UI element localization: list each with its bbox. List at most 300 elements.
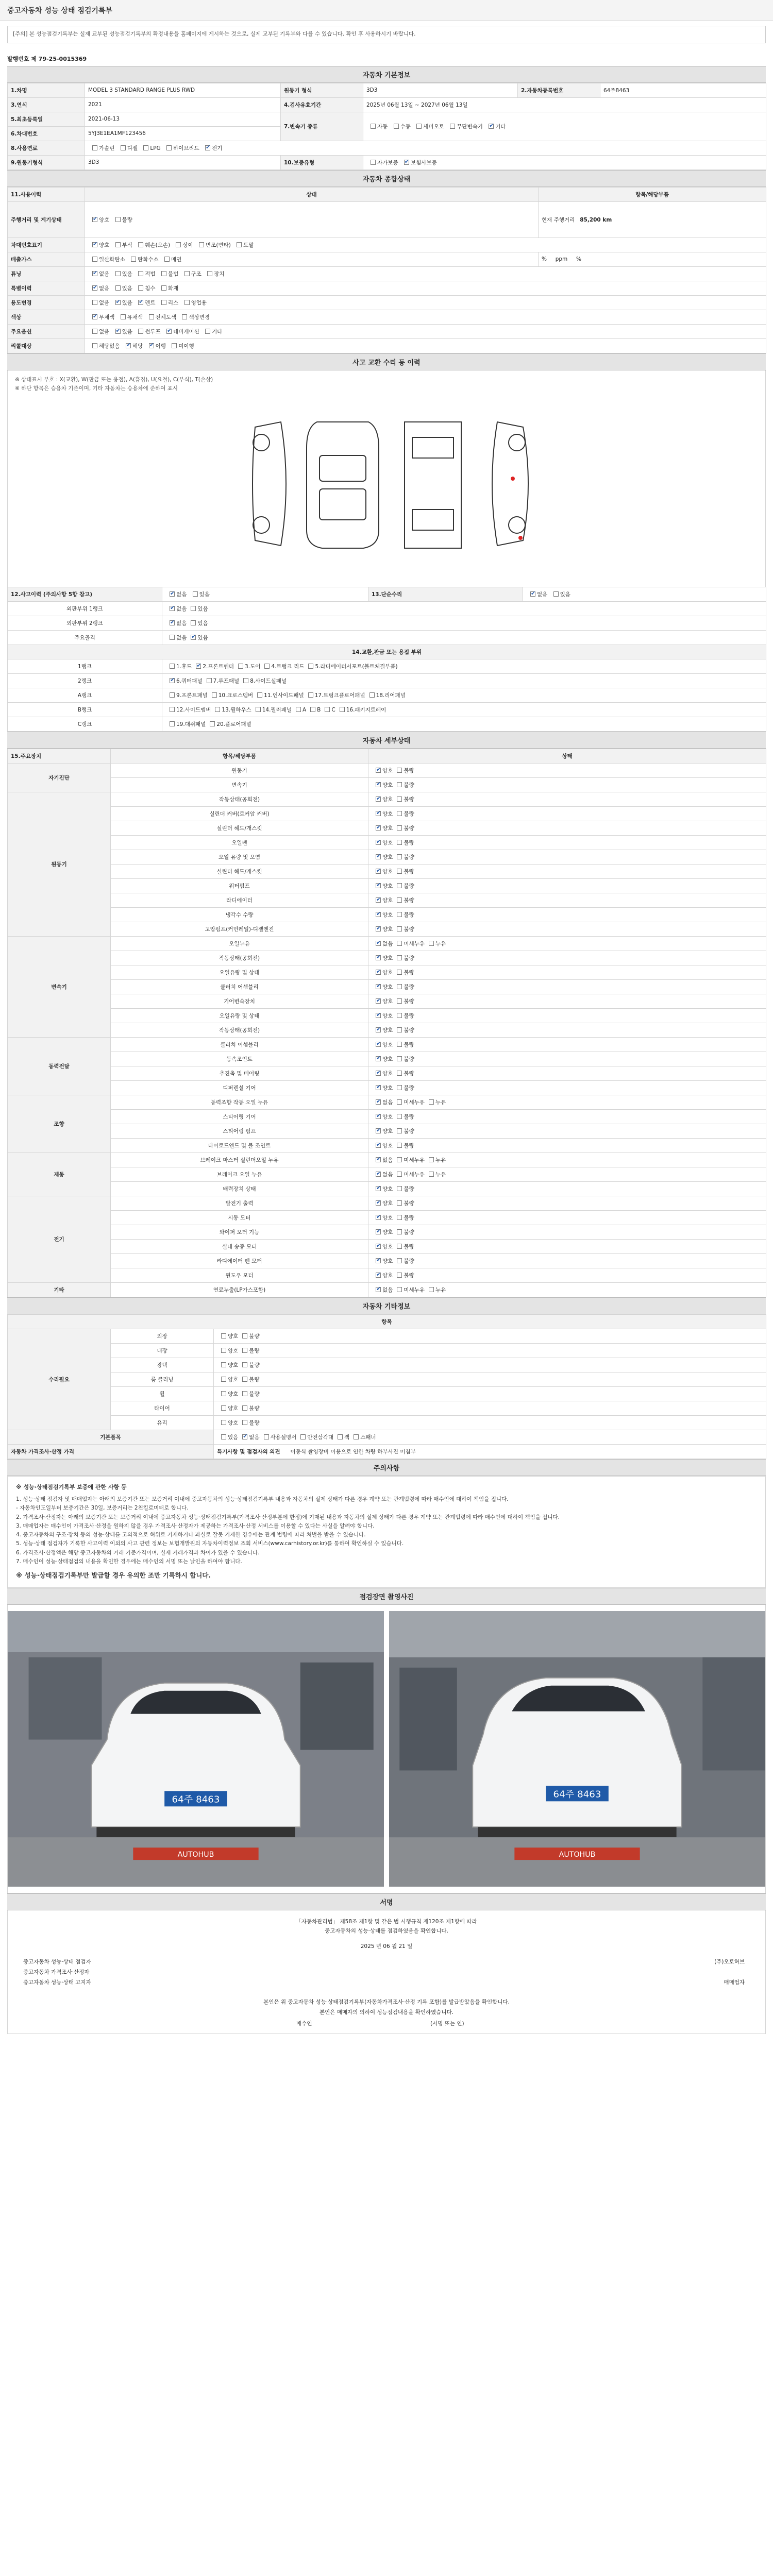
sign-line-2: 중고자동차의 성능·상태를 점검하였음을 확인합니다. [325,1928,448,1935]
detail-state-label: 불량 [404,810,414,817]
detail-state-checkbox[interactable] [397,998,402,1004]
detail-item-state [368,864,766,878]
detail-item-state [368,965,766,979]
detail-row [8,1008,766,1023]
photo-front[interactable] [8,1611,384,1887]
opt-opt-yes: 있음 [122,328,132,335]
checkbox-hc[interactable] [131,257,136,262]
detail-row [8,1080,766,1095]
checkbox-self-warranty[interactable] [371,160,376,165]
detail-state-checkbox[interactable] [429,1287,434,1292]
checkbox-radiator-support[interactable] [308,664,313,669]
checkbox-inside-panel[interactable] [257,692,262,698]
detail-state-checkbox[interactable] [397,1229,402,1234]
checkbox-whl-good[interactable] [221,1391,226,1396]
parts-rank-2-items [162,673,766,688]
other-basic-opts [214,1430,766,1444]
detail-state-checkbox[interactable] [376,984,381,989]
detail-state-checkbox[interactable] [397,1186,402,1191]
detail-state-checkbox[interactable] [397,1099,402,1105]
part-wheel-house: 13.휠하우스 [222,706,251,713]
checkbox-repair-yes[interactable] [553,591,559,597]
detail-item-label: 실린더 헤드/개스킷 [111,864,368,878]
checkbox-tuning-struct[interactable] [184,271,190,276]
detail-state-checkbox[interactable] [376,970,381,975]
detail-state-checkbox[interactable] [397,825,402,831]
opt-gls-bad: 불량 [249,1419,260,1426]
checkbox-rent[interactable] [138,300,143,305]
detail-row [8,1153,766,1167]
checkbox-cvt[interactable] [450,124,455,129]
detail-state-checkbox[interactable] [376,1258,381,1263]
opt-ext-good: 양호 [228,1333,239,1340]
checkbox-hybrid[interactable] [166,145,172,150]
detail-state-label: 누유 [435,1286,446,1293]
detail-state-checkbox[interactable] [376,1071,381,1076]
opt-vin-rust: 부식 [122,242,132,248]
detail-state-checkbox[interactable] [376,854,381,859]
detail-state-checkbox[interactable] [376,1013,381,1018]
checkbox-co[interactable] [92,257,97,262]
checkbox-rank2-yes[interactable] [191,620,196,625]
checkbox-full-paint[interactable] [149,314,154,319]
checkbox-recall-done[interactable] [149,343,154,348]
detail-state-checkbox[interactable] [397,1215,402,1220]
detail-state-checkbox[interactable] [397,1172,402,1177]
detail-group-label: 원동기 [8,792,111,936]
checkbox-navigation[interactable] [166,329,172,334]
sign-buyer-sign: (서명 또는 인) [430,2021,464,2027]
detail-state-checkbox[interactable] [376,825,381,831]
detail-state-label: 양호 [382,911,393,918]
detail-state-checkbox[interactable] [397,955,402,960]
part-package-tray: 16.패키지트레이 [346,706,386,713]
checkbox-frame-none[interactable] [170,635,175,640]
detail-state-label: 양호 [382,984,393,990]
detail-state-checkbox[interactable] [397,970,402,975]
other-row-exterior-opts [214,1329,766,1343]
detail-state-checkbox[interactable] [376,768,381,773]
checkbox-insurer-warranty[interactable] [404,160,409,165]
detail-state-checkbox[interactable] [376,1027,381,1032]
other-row-cleaning-opts [214,1372,766,1386]
checkbox-whl-bad[interactable] [242,1391,247,1396]
other-row-exterior: 외장 [111,1329,214,1343]
odo-label: 현재 주행거리 [542,216,575,223]
opt-pol-good: 양호 [228,1362,239,1368]
detail-state-checkbox[interactable] [429,1157,434,1162]
detail-state-checkbox[interactable] [397,883,402,888]
detail-state-checkbox[interactable] [376,912,381,917]
checkbox-recall-yes[interactable] [126,343,131,348]
detail-item-label: 디퍼렌셜 기어 [111,1080,368,1095]
detail-state-label: 불량 [404,883,414,889]
detail-state-checkbox[interactable] [397,941,402,946]
detail-state-checkbox[interactable] [397,1143,402,1148]
opt-triangle: 안전삼각대 [307,1434,334,1440]
detail-state-checkbox[interactable] [376,955,381,960]
checkbox-tuning-yes[interactable] [115,271,121,276]
detail-state-label: 불량 [404,911,414,918]
checkbox-color-change[interactable] [182,314,187,319]
checkbox-cln-good[interactable] [221,1377,226,1382]
note-item-1: 1. 성능·상태 점검자 및 매매업자는 아래의 보증기간 또는 보증거리 이내에 중고자동차의 성능·상태점검기록부 내용과 자동차의 실제 상태가 다른 경우 계약 또는 관계법령에 따라 매수인에 대하여 책임을 집니다. [16,1496,509,1502]
checkbox-pillar[interactable] [256,707,261,712]
checkbox-etc[interactable] [489,124,494,129]
detail-state-checkbox[interactable] [376,1128,381,1133]
detail-state-checkbox[interactable] [397,1042,402,1047]
checkbox-smoke[interactable] [164,257,170,262]
plate-text-front: 64주 8463 [172,1794,220,1805]
detail-state-checkbox[interactable] [376,869,381,874]
checkbox-special-yes[interactable] [115,285,121,291]
detail-state-checkbox[interactable] [397,1273,402,1278]
detail-state-checkbox[interactable] [376,840,381,845]
other-row-interior-opts [214,1343,766,1358]
part-pillar-a: A [302,706,307,713]
detail-state-checkbox[interactable] [397,912,402,917]
checkbox-odo-good[interactable] [92,217,97,222]
checkbox-pol-bad[interactable] [242,1362,247,1367]
checkbox-gls-good[interactable] [221,1420,226,1425]
detail-state-checkbox[interactable] [376,1229,381,1234]
overall-label-vin: 차대번호표기 [8,238,85,252]
detail-state-checkbox[interactable] [376,1143,381,1148]
detail-state-checkbox[interactable] [376,1114,381,1119]
detail-item-label: 오일유량 및 상태 [111,1008,368,1023]
opt-special-none: 없음 [99,285,110,292]
opt-opt-etc: 기타 [212,328,223,335]
detail-row [8,1052,766,1066]
checkbox-sunroof[interactable] [138,329,143,334]
detail-state-checkbox[interactable] [376,1042,381,1047]
checkbox-basic-no[interactable] [242,1434,247,1439]
part-hood: 1.후드 [176,663,192,670]
detail-state-label: 양호 [382,810,393,817]
detail-state-label: 불량 [404,955,414,961]
overall-tuning-opts [85,266,766,281]
checkbox-dash-panel[interactable] [170,721,175,726]
opt-insurer-warranty: 보험사보증 [410,159,437,166]
detail-item-label: 라디에이터 팬 모터 [111,1253,368,1268]
detail-item-state [368,1181,766,1196]
checkbox-lpg[interactable] [143,145,148,150]
checkbox-floor-panel[interactable] [210,721,215,726]
checkbox-electric[interactable] [205,145,210,150]
checkbox-tire-bad[interactable] [242,1405,247,1411]
detail-state-checkbox[interactable] [397,811,402,816]
checkbox-ext-bad[interactable] [242,1333,247,1338]
detail-state-label: 양호 [382,1027,393,1033]
damage-marks [511,477,523,540]
checkbox-opt-none[interactable] [92,329,97,334]
detail-state-label: 불량 [404,984,414,990]
checkbox-vin-diff[interactable] [176,242,181,247]
opt-tuning-device: 장치 [214,270,225,277]
detail-state-checkbox[interactable] [376,1172,381,1177]
checkbox-tuning-illegal[interactable] [161,271,166,276]
detail-state-checkbox[interactable] [397,796,402,802]
detail-state-checkbox[interactable] [397,1056,402,1061]
checkbox-lease[interactable] [161,300,166,305]
checkbox-vin-paint[interactable] [237,242,242,247]
detail-state-label: 양호 [382,1229,393,1235]
detail-state-checkbox[interactable] [376,796,381,802]
checkbox-business[interactable] [184,300,190,305]
checkbox-achromatic[interactable] [92,314,97,319]
checkbox-semi[interactable] [416,124,422,129]
part-fender: 2.프론트펜더 [203,663,234,670]
other-row-glass: 유리 [111,1415,214,1430]
detail-state-checkbox[interactable] [397,1085,402,1090]
checkbox-wheel-house[interactable] [215,707,220,712]
checkbox-tuning-legal[interactable] [138,271,143,276]
detail-state-checkbox[interactable] [376,1157,381,1162]
checkbox-cln-bad[interactable] [242,1377,247,1382]
detail-row [8,1066,766,1080]
detail-row [8,951,766,965]
checkbox-auto[interactable] [371,124,376,129]
checkbox-recall-notdone[interactable] [172,343,177,348]
detail-state-checkbox[interactable] [397,984,402,989]
detail-state-checkbox[interactable] [376,926,381,931]
checkbox-rank2-none[interactable] [170,620,175,625]
checkbox-side-member[interactable] [170,707,175,712]
checkbox-rank1-yes[interactable] [191,606,196,611]
checkbox-pillar-a[interactable] [296,707,301,712]
opt-tuning-none: 없음 [99,270,110,277]
checkbox-side-sill[interactable] [243,678,248,683]
detail-state-label: 누유 [435,1157,446,1163]
detail-item-label: 와이퍼 모터 기능 [111,1225,368,1239]
detail-state-checkbox[interactable] [376,998,381,1004]
checkbox-pol-good[interactable] [221,1362,226,1367]
checkbox-door[interactable] [238,664,243,669]
opt-manual-book: 사용설명서 [270,1434,297,1440]
checkbox-chromatic[interactable] [121,314,126,319]
label-fuel: 8.사용연료 [8,141,85,155]
checkbox-usage-yes[interactable] [115,300,121,305]
detail-state-checkbox[interactable] [376,897,381,903]
part-rear-panel: 18.리어패널 [376,692,406,699]
checkbox-fender[interactable] [196,664,201,669]
checkbox-accident-yes[interactable] [193,591,198,597]
checkbox-hood[interactable] [170,664,175,669]
opt-tire-bad: 불량 [249,1405,260,1412]
detail-state-checkbox[interactable] [397,1071,402,1076]
opt-chromatic: 유채색 [127,314,143,320]
checkbox-gls-bad[interactable] [242,1420,247,1425]
simple-repair-opts [523,587,766,601]
checkbox-gasoline[interactable] [92,145,97,150]
detail-state-checkbox[interactable] [397,926,402,931]
detail-state-checkbox[interactable] [397,1244,402,1249]
spec-label: 특기사항 및 점검자의 의견 [217,1448,280,1455]
detail-row [8,850,766,864]
checkbox-tuning-none[interactable] [92,271,97,276]
detail-state-checkbox[interactable] [376,811,381,816]
checkbox-jack[interactable] [338,1434,343,1439]
detail-state-label: 없음 [382,940,393,947]
checkbox-cross-member[interactable] [212,692,217,698]
detail-item-label: 라디에이터 [111,893,368,907]
opt-fire: 화재 [167,285,179,292]
detail-item-state [368,1196,766,1210]
checkbox-rear-panel[interactable] [369,692,375,698]
detail-state-checkbox[interactable] [397,1027,402,1032]
detail-state-checkbox[interactable] [397,840,402,845]
opt-self-warranty: 자가보증 [377,159,398,166]
opt-usage-yes: 있음 [122,299,132,306]
checkbox-rank1-none[interactable] [170,606,175,611]
detail-state-label: 양호 [382,897,393,904]
detail-state-checkbox[interactable] [397,1114,402,1119]
other-row-polish-opts [214,1358,766,1372]
overall-label-usage: 용도변경 [8,295,85,310]
part-trunk-lid: 4.트렁크 리드 [271,663,305,670]
parts-rank-2: 2랭크 [8,673,162,688]
checkbox-basic-yes[interactable] [221,1434,226,1439]
detail-state-label: 양호 [382,1258,393,1264]
detail-state-checkbox[interactable] [397,768,402,773]
checkbox-front-panel[interactable] [170,692,175,698]
opt-cln-bad: 불량 [249,1376,260,1383]
detail-item-state [368,1109,766,1124]
note-item-3: 2. 가격조사·산정자는 아래의 보증기간 또는 보증거리 이내에 중고자동차 성능·상태점검기록부(가격조사·산정부분에 한정)에 기재된 내용과 자동차의 실제 상태가 다른 경우 계약 또는 관계법령에 따라 매수인에 대하여 책임을 집니다. [16,1514,560,1520]
detail-state-checkbox[interactable] [397,1258,402,1263]
overall-head-1: 11.사용이력 [8,187,85,201]
detail-state-checkbox[interactable] [397,1128,402,1133]
detail-row [8,907,766,922]
detail-state-checkbox[interactable] [397,1200,402,1206]
checkbox-trunk-floor[interactable] [308,692,313,698]
detail-state-label: 양호 [382,1128,393,1134]
detail-state-checkbox[interactable] [376,1056,381,1061]
opt-ext-bad: 불량 [249,1333,260,1340]
opt-frame-yes: 있음 [197,634,208,641]
checkbox-spanner[interactable] [354,1434,359,1439]
checkbox-manual[interactable] [394,124,399,129]
detail-state-label: 불량 [404,998,414,1005]
detail-state-checkbox[interactable] [397,897,402,903]
note-item-7: 6. 가격조사·산정액은 해당 중고자동차의 거래 기준가격이며, 실제 거래가격과 차이가 있을 수 있습니다. [16,1549,260,1556]
other-table [7,1314,766,1459]
detail-state-checkbox[interactable] [376,1200,381,1206]
checkbox-ext-good[interactable] [221,1333,226,1338]
detail-state-label: 불량 [404,1113,414,1120]
detail-state-checkbox[interactable] [376,1287,381,1292]
checkbox-accident-none[interactable] [170,591,175,597]
detail-item-label: 브레이크 오일 누유 [111,1167,368,1181]
detail-state-checkbox[interactable] [397,782,402,787]
detail-state-checkbox[interactable] [376,883,381,888]
detail-state-checkbox[interactable] [429,941,434,946]
checkbox-fire[interactable] [161,285,166,291]
part-side-member: 12.사이드멤버 [176,706,211,713]
overall-label-special: 특별이력 [8,281,85,295]
detail-row [8,1023,766,1037]
checkbox-package-tray[interactable] [340,707,345,712]
checkbox-roof[interactable] [207,678,212,683]
detail-group-label: 기타 [8,1282,111,1297]
checkbox-odo-bad[interactable] [115,217,121,222]
opt-vin-alter: 변조(변타) [206,242,231,248]
checkbox-recall-na[interactable] [92,343,97,348]
checkbox-special-none[interactable] [92,285,97,291]
detail-state-label: 불량 [404,969,414,976]
detail-state-checkbox[interactable] [397,854,402,859]
detail-state-label: 불량 [404,1200,414,1207]
detail-state-checkbox[interactable] [376,1215,381,1220]
detail-state-checkbox[interactable] [429,1172,434,1177]
checkbox-pillar-b[interactable] [310,707,315,712]
checkbox-tuning-device[interactable] [207,271,212,276]
detail-state-checkbox[interactable] [376,1099,381,1105]
section-damage-title: 사고 교환 수리 등 이력 [7,353,766,370]
detail-state-checkbox[interactable] [376,941,381,946]
detail-row [8,777,766,792]
checkbox-vin-alter[interactable] [199,242,204,247]
checkbox-tire-good[interactable] [221,1405,226,1411]
checkbox-vin-damage[interactable] [138,242,143,247]
section-detail-title: 자동차 세부상태 [7,732,766,749]
checkbox-vin-rust[interactable] [115,242,121,247]
detail-state-checkbox[interactable] [376,782,381,787]
detail-state-checkbox[interactable] [397,869,402,874]
opt-manual: 수동 [400,123,411,130]
overall-emission-units [539,252,766,266]
checkbox-usage-none[interactable] [92,300,97,305]
checkbox-trunk-lid[interactable] [264,664,270,669]
detail-state-checkbox[interactable] [429,1099,434,1105]
detail-state-checkbox[interactable] [397,1157,402,1162]
checkbox-frame-yes[interactable] [191,635,196,640]
detail-state-label: 양호 [382,1084,393,1091]
detail-row [8,965,766,979]
detail-state-checkbox[interactable] [397,1287,402,1292]
detail-state-checkbox[interactable] [376,1273,381,1278]
detail-item-label: 기어변속장치 [111,994,368,1008]
photo-rear[interactable] [389,1611,765,1887]
checkbox-repair-none[interactable] [530,591,535,597]
checkbox-pillar-c[interactable] [325,707,330,712]
checkbox-vin-good[interactable] [92,242,97,247]
checkbox-triangle[interactable] [300,1434,306,1439]
detail-state-checkbox[interactable] [397,1013,402,1018]
parts-rank-c-items [162,717,766,731]
detail-item-label: 브레이크 마스터 실린더오일 누유 [111,1153,368,1167]
checkbox-diesel[interactable] [121,145,126,150]
checkbox-opt-yes[interactable] [115,329,121,334]
plate-text-rear: 64주 8463 [553,1789,601,1800]
detail-state-label: 불량 [404,1243,414,1250]
detail-state-checkbox[interactable] [376,1186,381,1191]
other-row-interior: 내장 [111,1343,214,1358]
detail-state-label: 양호 [382,1012,393,1019]
detail-item-label: 클러치 어셈블리 [111,979,368,994]
detail-state-label: 불량 [404,1128,414,1134]
transmission-options [363,112,766,141]
checkbox-int-bad[interactable] [242,1348,247,1353]
opt-cln-good: 양호 [228,1376,239,1383]
detail-state-checkbox[interactable] [376,1085,381,1090]
checkbox-int-good[interactable] [221,1348,226,1353]
checkbox-manual-book[interactable] [264,1434,269,1439]
detail-state-checkbox[interactable] [376,1244,381,1249]
checkbox-opt-etc[interactable] [205,329,210,334]
checkbox-flood[interactable] [138,285,143,291]
checkbox-quarter[interactable] [170,678,175,683]
